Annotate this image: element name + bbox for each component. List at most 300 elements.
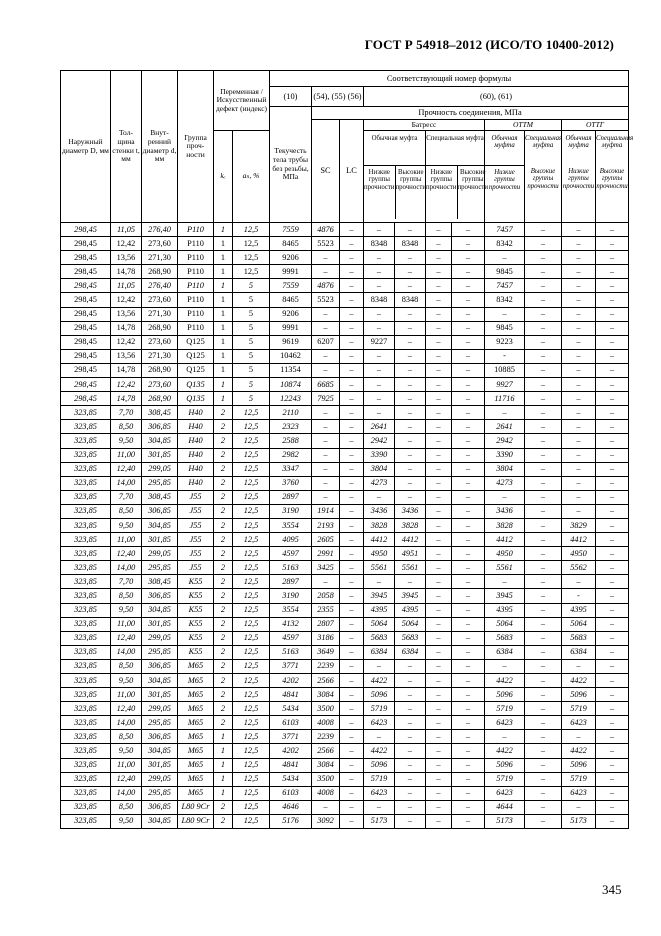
table-cell: 2	[214, 575, 233, 589]
table-cell: –	[452, 490, 485, 504]
table-cell: –	[596, 448, 629, 462]
table-cell: –	[562, 659, 596, 673]
table-cell: –	[452, 659, 485, 673]
table-cell: –	[364, 321, 395, 335]
table-cell: –	[525, 279, 562, 293]
table-cell: –	[452, 730, 485, 744]
table-cell: 3804	[485, 462, 525, 476]
table-cell: K55	[178, 617, 214, 631]
table-cell: 2110	[270, 406, 312, 420]
table-cell: –	[525, 645, 562, 659]
table-cell: 14,78	[111, 321, 142, 335]
table-cell: 295,85	[142, 786, 178, 800]
table-cell: 6423	[364, 786, 395, 800]
table-cell: 3500	[312, 702, 340, 716]
table-cell: –	[426, 533, 452, 547]
col-ottm: ОТТМ	[485, 120, 562, 131]
table-cell: –	[596, 490, 629, 504]
table-cell: 5173	[485, 814, 525, 828]
table-cell: 3554	[270, 518, 312, 532]
table-cell: –	[364, 307, 395, 321]
table-cell: –	[452, 279, 485, 293]
table-cell: 3084	[312, 688, 340, 702]
table-cell: 12,5	[233, 476, 270, 490]
table-cell: 2588	[270, 434, 312, 448]
table-cell: –	[596, 462, 629, 476]
table-cell: –	[562, 265, 596, 279]
table-cell: –	[525, 321, 562, 335]
table-cell: 2	[214, 674, 233, 688]
table-row	[61, 420, 629, 434]
table-cell: 5561	[485, 561, 525, 575]
table-cell: 273,60	[142, 378, 178, 392]
col-ke: kₑ	[214, 131, 233, 223]
table-row	[61, 547, 629, 561]
col-wall-thickness: Тол-щина стенки t, мм	[111, 71, 142, 223]
table-cell: 3390	[485, 448, 525, 462]
table-cell: 2	[214, 716, 233, 730]
table-cell: 12,5	[233, 265, 270, 279]
table-cell: –	[525, 659, 562, 673]
table-cell: 5	[233, 335, 270, 349]
table-cell: –	[340, 533, 364, 547]
table-cell: 8,50	[111, 589, 142, 603]
table-cell: –	[525, 603, 562, 617]
table-cell: 5683	[395, 631, 426, 645]
table-cell: –	[452, 237, 485, 251]
table-cell: –	[562, 251, 596, 265]
table-cell: 4841	[270, 688, 312, 702]
table-cell: 295,85	[142, 561, 178, 575]
table-cell: 5683	[364, 631, 395, 645]
col-defect-group: Переменная /Искусственный дефект (индекс)	[214, 71, 270, 131]
table-cell: –	[452, 307, 485, 321]
table-cell: –	[596, 335, 629, 349]
table-row	[61, 659, 629, 673]
table-cell: M65	[178, 786, 214, 800]
table-cell: 6384	[395, 645, 426, 659]
table-row	[61, 603, 629, 617]
table-cell: 11,00	[111, 533, 142, 547]
table-cell: 5096	[562, 688, 596, 702]
table-cell: –	[426, 617, 452, 631]
table-cell: –	[525, 434, 562, 448]
table-cell: 4597	[270, 547, 312, 561]
table-cell: 2982	[270, 448, 312, 462]
table-cell: –	[364, 659, 395, 673]
table-cell: –	[525, 730, 562, 744]
table-cell: 4422	[364, 744, 395, 758]
table-cell: 9,50	[111, 518, 142, 532]
table-cell: –	[452, 814, 485, 828]
table-cell: –	[596, 575, 629, 589]
table-cell: 1	[214, 363, 233, 377]
table-cell: 2	[214, 406, 233, 420]
table-cell: K55	[178, 645, 214, 659]
table-cell: -	[485, 349, 525, 363]
table-cell: 4395	[364, 603, 395, 617]
table-cell: 8348	[395, 293, 426, 307]
table-cell: –	[525, 462, 562, 476]
table-cell: M65	[178, 688, 214, 702]
table-cell: 9,50	[111, 674, 142, 688]
table-cell: 5064	[562, 617, 596, 631]
table-cell: –	[395, 321, 426, 335]
table-cell: P110	[178, 251, 214, 265]
table-cell: 2	[214, 561, 233, 575]
col-sc: SC	[312, 120, 340, 223]
table-cell: –	[426, 434, 452, 448]
table-cell: 3190	[270, 504, 312, 518]
table-cell: –	[562, 307, 596, 321]
table-cell: –	[395, 800, 426, 814]
table-cell: –	[340, 659, 364, 673]
table-cell: 5096	[364, 688, 395, 702]
table-cell: 5096	[485, 758, 525, 772]
table-cell: 11,00	[111, 758, 142, 772]
table-cell: –	[485, 251, 525, 265]
col-outer-diameter: Наружный диаметр D, мм	[61, 71, 111, 223]
table-cell: 323,85	[61, 800, 111, 814]
table-cell: 268,90	[142, 265, 178, 279]
table-cell: 5	[233, 279, 270, 293]
table-cell: 12,5	[233, 251, 270, 265]
table-cell: 323,85	[61, 659, 111, 673]
table-cell: 12,5	[233, 603, 270, 617]
table-cell: –	[562, 434, 596, 448]
table-cell: 4008	[312, 786, 340, 800]
table-cell: –	[340, 716, 364, 730]
table-cell: M65	[178, 716, 214, 730]
table-cell: 12,5	[233, 589, 270, 603]
table-row	[61, 251, 629, 265]
table-cell: –	[525, 420, 562, 434]
col-ottg-normal: Обычная муфта Низкие группы прочности	[562, 131, 596, 223]
table-cell: K55	[178, 589, 214, 603]
table-cell: 8,50	[111, 420, 142, 434]
table-cell: 2	[214, 490, 233, 504]
table-cell: –	[562, 406, 596, 420]
table-cell: 323,85	[61, 674, 111, 688]
table-cell: –	[596, 265, 629, 279]
table-cell: –	[395, 462, 426, 476]
table-cell: –	[596, 363, 629, 377]
table-cell: –	[426, 392, 452, 406]
table-cell: 10874	[270, 378, 312, 392]
table-cell: –	[426, 223, 452, 237]
table-cell: 299,05	[142, 702, 178, 716]
table-cell: 8465	[270, 293, 312, 307]
table-cell: 4395	[395, 603, 426, 617]
table-cell: 14,00	[111, 716, 142, 730]
table-cell: 11,00	[111, 688, 142, 702]
table-cell: 12,5	[233, 547, 270, 561]
table-cell: –	[426, 744, 452, 758]
table-cell: –	[596, 603, 629, 617]
table-cell: 12,5	[233, 448, 270, 462]
table-cell: 323,85	[61, 448, 111, 462]
table-cell: –	[340, 674, 364, 688]
table-cell: –	[525, 265, 562, 279]
table-cell: Q135	[178, 378, 214, 392]
table-cell: –	[452, 772, 485, 786]
table-cell: –	[364, 575, 395, 589]
table-cell: –	[452, 589, 485, 603]
table-row	[61, 758, 629, 772]
table-cell: 301,85	[142, 758, 178, 772]
table-cell: –	[364, 800, 395, 814]
table-row	[61, 772, 629, 786]
table-cell: 12,40	[111, 462, 142, 476]
col-lc: LC	[340, 120, 364, 223]
table-cell: 1	[214, 237, 233, 251]
table-cell: –	[485, 490, 525, 504]
table-cell: –	[596, 730, 629, 744]
table-cell: 13,56	[111, 307, 142, 321]
table-cell: –	[340, 448, 364, 462]
table-cell: 5	[233, 293, 270, 307]
table-cell: –	[452, 321, 485, 335]
table-cell: 2	[214, 434, 233, 448]
table-cell: –	[426, 575, 452, 589]
table-cell: 12,42	[111, 335, 142, 349]
table-cell: 12,5	[233, 223, 270, 237]
table-cell: –	[426, 659, 452, 673]
table-cell: 268,90	[142, 363, 178, 377]
table-cell: 5719	[562, 772, 596, 786]
table-cell: 4422	[364, 674, 395, 688]
table-cell: –	[596, 518, 629, 532]
table-cell: –	[452, 363, 485, 377]
table-cell: –	[525, 547, 562, 561]
table-cell: 8,50	[111, 504, 142, 518]
col-formula-54: (54), (55) (56)	[312, 87, 364, 107]
table-cell: –	[452, 265, 485, 279]
table-cell: –	[426, 406, 452, 420]
table-cell: 268,90	[142, 321, 178, 335]
table-cell: 3390	[364, 448, 395, 462]
col-buttress: Батресс	[364, 120, 485, 131]
table-cell: 12,42	[111, 237, 142, 251]
table-cell: 5523	[312, 293, 340, 307]
table-row	[61, 814, 629, 828]
table-cell: L80 9Cr	[178, 800, 214, 814]
table-cell: 299,05	[142, 462, 178, 476]
table-cell: 12,5	[233, 533, 270, 547]
table-cell: –	[596, 631, 629, 645]
table-cell: 12243	[270, 392, 312, 406]
table-cell: –	[525, 392, 562, 406]
table-cell: 4412	[364, 533, 395, 547]
table-cell: 10885	[485, 363, 525, 377]
table-cell: –	[395, 702, 426, 716]
table-row	[61, 800, 629, 814]
table-cell: 12,5	[233, 688, 270, 702]
table-row	[61, 631, 629, 645]
table-cell: 1	[214, 786, 233, 800]
table-cell: 1	[214, 744, 233, 758]
table-cell: 12,5	[233, 462, 270, 476]
table-cell: –	[395, 659, 426, 673]
table-cell: 1	[214, 293, 233, 307]
table-cell: 306,85	[142, 589, 178, 603]
table-cell: 5173	[562, 814, 596, 828]
table-cell: 14,78	[111, 363, 142, 377]
table-body	[61, 223, 629, 829]
table-cell: 298,45	[61, 223, 111, 237]
table-cell: 323,85	[61, 786, 111, 800]
table-cell: 6384	[562, 645, 596, 659]
table-cell: –	[452, 758, 485, 772]
table-cell: 12,40	[111, 631, 142, 645]
table-cell: 7,70	[111, 406, 142, 420]
table-cell: –	[395, 674, 426, 688]
table-cell: –	[525, 674, 562, 688]
table-cell: –	[596, 772, 629, 786]
table-cell: –	[395, 490, 426, 504]
table-cell: –	[562, 490, 596, 504]
table-cell: Q125	[178, 335, 214, 349]
table-cell: –	[525, 363, 562, 377]
table-cell: –	[364, 730, 395, 744]
table-cell: 9,50	[111, 814, 142, 828]
table-cell: 12,5	[233, 800, 270, 814]
table-cell: 3186	[312, 631, 340, 645]
table-cell: 7457	[485, 223, 525, 237]
table-cell: 9227	[364, 335, 395, 349]
table-cell: –	[312, 476, 340, 490]
table-cell: –	[395, 786, 426, 800]
table-cell: –	[485, 406, 525, 420]
table-cell: 301,85	[142, 533, 178, 547]
table-cell: 9,50	[111, 434, 142, 448]
table-cell: 298,45	[61, 363, 111, 377]
table-cell: –	[395, 448, 426, 462]
table-cell: –	[426, 504, 452, 518]
table-cell: 295,85	[142, 476, 178, 490]
table-cell: 12,5	[233, 758, 270, 772]
table-cell: –	[426, 307, 452, 321]
table-cell: 2897	[270, 490, 312, 504]
table-cell: 14,78	[111, 392, 142, 406]
table-cell: –	[452, 617, 485, 631]
table-cell: 4273	[485, 476, 525, 490]
table-cell: 1	[214, 378, 233, 392]
table-cell: –	[340, 603, 364, 617]
table-cell: 2605	[312, 533, 340, 547]
table-cell: –	[596, 645, 629, 659]
table-cell: 5096	[562, 758, 596, 772]
table-cell: M65	[178, 674, 214, 688]
table-cell: 2	[214, 702, 233, 716]
table-cell: 298,45	[61, 251, 111, 265]
table-cell: 5434	[270, 772, 312, 786]
table-cell: –	[340, 307, 364, 321]
table-cell: 5176	[270, 814, 312, 828]
table-cell: 4412	[562, 533, 596, 547]
table-cell: 2058	[312, 589, 340, 603]
table-cell: –	[452, 293, 485, 307]
table-cell: –	[596, 420, 629, 434]
table-cell: 12,5	[233, 730, 270, 744]
table-cell: 298,45	[61, 237, 111, 251]
table-row	[61, 448, 629, 462]
table-cell: 4841	[270, 758, 312, 772]
table-cell: –	[426, 490, 452, 504]
table-row	[61, 575, 629, 589]
table-cell: 5719	[562, 702, 596, 716]
table-cell: –	[426, 518, 452, 532]
table-cell: –	[525, 561, 562, 575]
table-cell: –	[395, 307, 426, 321]
table-cell: –	[426, 814, 452, 828]
table-row	[61, 349, 629, 363]
table-cell: 4422	[562, 674, 596, 688]
table-cell: 12,5	[233, 504, 270, 518]
table-cell: –	[562, 448, 596, 462]
table-cell: 273,60	[142, 237, 178, 251]
table-cell: 306,85	[142, 420, 178, 434]
table-row	[61, 589, 629, 603]
table-cell: 2	[214, 518, 233, 532]
table-cell: 5	[233, 307, 270, 321]
table-cell: 299,05	[142, 631, 178, 645]
table-cell: 308,45	[142, 490, 178, 504]
table-cell: –	[525, 349, 562, 363]
table-cell: 298,45	[61, 378, 111, 392]
table-cell: M65	[178, 758, 214, 772]
table-cell: –	[395, 772, 426, 786]
table-cell: 5683	[485, 631, 525, 645]
table-cell: 4422	[562, 744, 596, 758]
table-cell: –	[340, 293, 364, 307]
table-cell: 5	[233, 392, 270, 406]
table-cell: –	[452, 744, 485, 758]
table-cell: H40	[178, 448, 214, 462]
table-cell: 8348	[364, 293, 395, 307]
table-cell: 4876	[312, 223, 340, 237]
table-cell: –	[426, 674, 452, 688]
table-cell: –	[426, 645, 452, 659]
table-cell: –	[426, 786, 452, 800]
table-cell: –	[596, 307, 629, 321]
table-cell: –	[596, 392, 629, 406]
document-header: ГОСТ Р 54918–2012 (ИСО/ТО 10400-2012)	[364, 37, 614, 52]
table-cell: –	[452, 561, 485, 575]
table-cell: –	[596, 349, 629, 363]
table-cell: 299,05	[142, 547, 178, 561]
table-cell: L80 9Cr	[178, 814, 214, 828]
table-cell: –	[596, 716, 629, 730]
table-cell: –	[525, 716, 562, 730]
table-cell: 14,78	[111, 265, 142, 279]
table-cell: 304,85	[142, 814, 178, 828]
table-cell: 1	[214, 251, 233, 265]
table-cell: 301,85	[142, 448, 178, 462]
table-cell: –	[525, 772, 562, 786]
table-cell: –	[312, 434, 340, 448]
table-cell: –	[596, 434, 629, 448]
table-cell: 6423	[485, 716, 525, 730]
table-cell: 323,85	[61, 434, 111, 448]
table-cell: –	[426, 730, 452, 744]
table-cell: 323,85	[61, 758, 111, 772]
table-cell: –	[312, 251, 340, 265]
table-cell: 9206	[270, 251, 312, 265]
table-cell: –	[525, 237, 562, 251]
table-cell: –	[596, 504, 629, 518]
table-cell: Q125	[178, 349, 214, 363]
